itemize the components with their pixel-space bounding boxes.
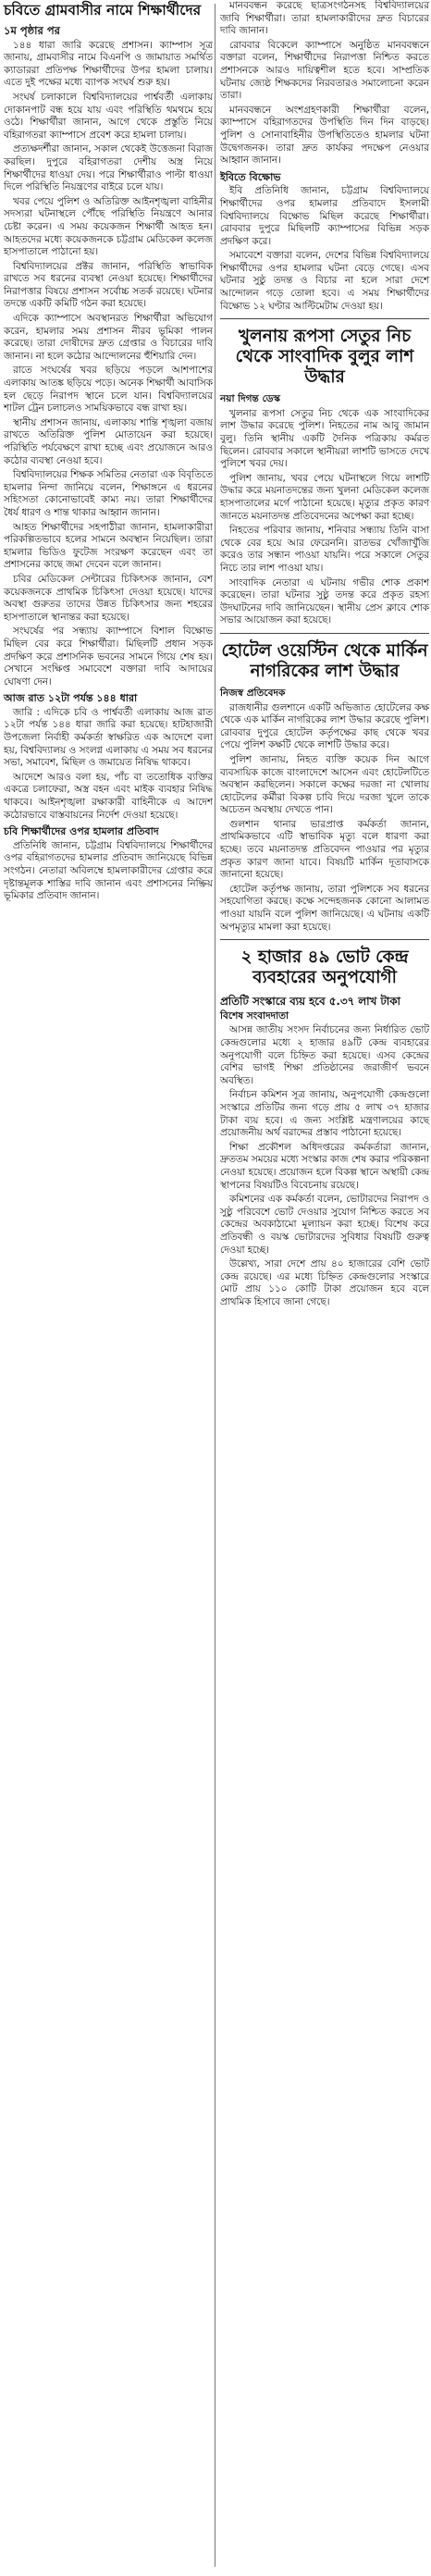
story4-body — [220, 1024, 429, 1308]
paragraph: হোটেল কর্তৃপক্ষ জানায়, তারা পুলিশকে সব ধরনের সহযোগিতা করছে। কক্ষে সন্দেহজনক কোনো আলামত পাওয়া যায়নি বলে পুলিশ জানিয়েছে। এ ঘটনায় একটি অপমৃত্যুর মামলা করা হয়েছে। — [220, 883, 429, 933]
story1-continuation: ১ম পৃষ্ঠার পর — [4, 24, 60, 37]
paragraph: গুলশান থানার ভারপ্রাপ্ত কর্মকর্তা জানান, প্রাথমিকভাবে এটি স্বাভাবিক মৃত্যু বলে ধারণা করা হচ্ছে। তবে ময়নাতদন্ত প্রতিবেদন পাওয়ার পর মৃত্যুর প্রকৃত কারণ জানা যাবে। বিষয়টি মার্কিন দূতাবাসকে জানানো হয়েছে। — [220, 818, 429, 881]
paragraph: শিক্ষা প্রকৌশল অধিদপ্তরের কর্মকর্তারা জানান, দ্রুততম সময়ের মধ্যে সংস্কার কাজ শেষ করার পরিকল্পনা নেওয়া হয়েছে। প্রয়োজন হলে বিকল্প স্থানে অস্থায়ী কেন্দ্র স্থাপনের বিষয়টিও বিবেচনায় রয়েছে। — [220, 1141, 429, 1191]
paragraph: স্থানীয় প্রশাসন জানায়, এলাকায় শান্তি শৃঙ্খলা বজায় রাখতে অতিরিক্ত পুলিশ মোতায়েন করা হয়েছে। পরিস্থিতি পর্যবেক্ষণে রাখা হচ্ছে এবং প্রয়োজনে আরও কঠোর ব্যবস্থা নেওয়া হবে। — [4, 416, 213, 466]
story2-body — [220, 408, 429, 627]
paragraph: সংঘর্ষের পর সন্ধ্যায় ক্যাম্পাসে বিশাল বিক্ষোভ মিছিল বের করে শিক্ষার্থীরা। মিছিলটি প্রধান সড়ক প্রদক্ষিণ করে প্রশাসনিক ভবনের সামনে গিয়ে শেষ হয়। সেখানে সংক্ষিপ্ত সমাবেশে বক্তারা দাবি আদায়ের ঘোষণা দেন। — [4, 625, 213, 687]
paragraph: প্রতিনিধি জানান, চট্টগ্রাম বিশ্ববিদ্যালয়ে শিক্ষার্থীদের ওপর বহিরাগতদের হামলার প্রতিবাদ জানিয়েছে বিভিন্ন সংগঠন। নেতারা অবিলম্বে হামলাকারীদের গ্রেপ্তার করে দৃষ্টান্তমূলক শাস্তির দাবি জানান এবং প্রশাসনের নিষ্ক্রিয় ভূমিকার প্রতিবাদ জানান। — [4, 839, 213, 902]
section-heading: আজ রাত ১২টা পর্যন্ত ১৪৪ ধারা — [4, 692, 138, 705]
story2-headline: খুলনায় রূপসা সেতুর নিচ থেকে সাংবাদিক বুলুর লাশ উদ্ধার — [235, 327, 414, 388]
story2-byline: নয়া দিগন্ত ডেস্ক — [220, 393, 280, 405]
paragraph: বিশ্ববিদ্যালয়ের শিক্ষক সমিতির নেতারা এক বিবৃতিতে হামলার নিন্দা জানিয়ে বলেন, শিক্ষাঙ্গনে এ ধরনের সহিংসতা কোনোভাবেই কাম্য নয়। তারা শিক্ষার্থীদের ধৈর্য ধারণ ও শান্ত থাকার আহ্বান জানান। — [4, 469, 213, 518]
story1-body — [4, 40, 213, 689]
city-heading: ইবিতে বিক্ষোভ — [220, 170, 281, 183]
story-separator — [220, 633, 429, 634]
section-body — [4, 707, 213, 822]
paragraph: রাজধানীর গুলশানে একটি অভিজাত হোটেলের কক্ষ থেকে এক মার্কিন নাগরিকের লাশ উদ্ধার করেছে পুলিশ। রোববার দুপুরে হোটেল কর্তৃপক্ষের কাছ থেকে খবর পেয়ে পুলিশ কক্ষটি থেকে লাশটি উদ্ধার করে। — [220, 701, 429, 751]
paragraph: খবর পেয়ে পুলিশ ও অতিরিক্ত আইনশৃঙ্খলা বাহিনীর সদস্যরা ঘটনাস্থলে পৌঁছে পরিস্থিতি নিয়ন্ত্রণে আনার চেষ্টা করেন। এ সময় কয়েকজন শিক্ষার্থী আহত হন। আহতদের মধ্যে কয়েকজনকে চট্টগ্রাম মেডিকেল কলেজ হাসপাতালে পাঠানো হয়। — [4, 195, 213, 258]
paragraph: কমিশনের এক কর্মকর্তা বলেন, ভোটারদের নিরাপদ ও সুষ্ঠু পরিবেশে ভোট দেওয়ার সুযোগ নিশ্চিত করতে সব কেন্দ্রের অবকাঠামো মূল্যায়ন করা হচ্ছে। বিশেষ করে প্রতিবন্ধী ও বয়স্ক ভোটারদের সুবিধার বিষয়টি গুরুত্ব দেওয়া হচ্ছে। — [220, 1194, 429, 1256]
paragraph: নিহতের পরিবার জানায়, শনিবার সন্ধ্যায় তিনি বাসা থেকে বের হয়ে আর ফেরেননি। রাতভর খোঁজাখুঁজি করেও তার সন্ধান পাওয়া যায়নি। পরে সকালে সেতুর নিচে তার লাশ পাওয়া যায়। — [220, 525, 429, 574]
story3-body — [220, 702, 429, 935]
story4-byline: বিশেষ সংবাদদাতা — [220, 1009, 289, 1022]
paragraph: এদিকে ক্যাম্পাসে অবস্থানরত শিক্ষার্থীরা অভিযোগ করেন, হামলার সময় প্রশাসন নীরব ভূমিকা পালন করেছে। তারা দোষীদের দ্রুত গ্রেপ্তার ও বিচারের দাবি জানান। না হলে কঠোর আন্দোলনের হুঁশিয়ারি দেন। — [4, 313, 213, 362]
paragraph: পুলিশ জানায়, নিহত ব্যক্তি কয়েক দিন আগে ব্যবসায়িক কাজে বাংলাদেশে আসেন এবং হোটেলটিতে অবস্থান করছিলেন। সকালে কক্ষের দরজা না খোলায় হোটেলের কর্মীরা বিকল্প চাবি দিয়ে দরজা খুলে তাকে অচেতন অবস্থায় দেখতে পান। — [220, 753, 429, 816]
paragraph: সাংবাদিক নেতারা এ ঘটনায় গভীর শোক প্রকাশ করেছেন। তারা ঘটনার সুষ্ঠু তদন্ত করে প্রকৃত রহস্য উদঘাটনের দাবি জানিয়েছেন। স্থানীয় প্রেস ক্লাবে শোক সভার আয়োজন করা হয়েছে। — [220, 576, 429, 626]
paragraph: চবির মেডিকেল সেন্টারের চিকিৎসক জানান, বেশ কয়েকজনকে প্রাথমিক চিকিৎসা দেওয়া হয়েছে। যাদের অবস্থা গুরুতর তাদের উন্নত চিকিৎসার জন্য শহরের হাসপাতালে স্থানান্তর করা হয়েছে। — [4, 573, 213, 623]
paragraph: রোববার বিকেলে ক্যাম্পাসে অনুষ্ঠিত মানববন্ধনে বক্তারা বলেন, শিক্ষার্থীদের নিরাপত্তা নিশ্চিত করতে প্রশাসনকে আরও দায়িত্বশীল হতে হবে। সাম্প্রতিক ঘটনায় জ্যেষ্ঠ শিক্ষকদের নিরবতারও সমালোচনা করেন তারা। — [220, 39, 429, 102]
paragraph: আহত শিক্ষার্থীদের সহপাঠীরা জানান, হামলাকারীরা পরিকল্পিতভাবে হলের সামনে অবস্থান নিয়েছিল। তারা হামলার ভিডিও ফুটেজ সংরক্ষণ করেছেন এবং তা প্রশাসনের কাছে জমা দেবেন বলে জানান। — [4, 521, 213, 571]
paragraph: আসন্ন জাতীয় সংসদ নির্বাচনের জন্য নির্ধারিত ভোট কেন্দ্রগুলোর মধ্যে ২ হাজার ৪৯টি কেন্দ্র ব্যবহারের অনুপযোগী বলে চিহ্নিত করা হয়েছে। এসব কেন্দ্রের বেশির ভাগই শিক্ষা প্রতিষ্ঠানের জরাজীর্ণ ভবনে অবস্থিত। — [220, 1024, 429, 1086]
paragraph: মানববন্ধনে অংশগ্রহণকারী শিক্ষার্থীরা বলেন, ক্যাম্পাসে বহিরাগতদের উপস্থিতি দিন দিন বাড়ছে। পুলিশ ও সোনাবাহিনীর উপস্থিতিতেও হামলার ঘটনা উদ্বেগজনক। তারা দ্রুত কার্যকর পদক্ষেপ নেওয়ার আহ্বান জানান। — [220, 104, 429, 167]
paragraph: নির্বাচন কমিশন সূত্র জানায়, অনুপযোগী কেন্দ্রগুলো সংস্কারে প্রতিটির জন্য গড়ে প্রায় ৫ লাখ ৩৭ হাজার টাকা ব্যয় হবে। এ জন্য সংশ্লিষ্ট মন্ত্রণালয়ের কাছে প্রয়োজনীয় অর্থ বরাদ্দের প্রস্তাব পাঠানো হয়েছে। — [220, 1089, 429, 1139]
paragraph: পুলিশ জানায়, খবর পেয়ে ঘটনাস্থলে গিয়ে লাশটি উদ্ধার করে ময়নাতদন্তের জন্য খুলনা মেডিকেল কলেজ হাসপাতালের মর্গে পাঠানো হয়েছে। মৃত্যুর প্রকৃত কারণ জানতে ময়নাতদন্ত প্রতিবেদনের অপেক্ষা করা হচ্ছে। — [220, 472, 429, 522]
story3-headline: হোটেল ওয়েস্টিন থেকে মার্কিন নাগরিকের লাশ উদ্ধার — [221, 640, 428, 681]
story4-subhead: প্রতিটি সংস্কারে ব্যয় হবে ৫.৩৭ লাখ টাকা — [220, 995, 400, 1009]
story-separator — [220, 318, 429, 319]
paragraph: প্রত্যক্ষদর্শীরা জানান, সকাল থেকেই উত্তেজনা বিরাজ করছিল। দুপুরে বহিরাগতরা দেশীয় অস্ত্র নিয়ে শিক্ষার্থীদের ধাওয়া দেয়। পরে শিক্ষার্থীরাও পাল্টা ধাওয়া দিলে পরিস্থিতি নিয়ন্ত্রণের বাইরে চলে যায়। — [4, 143, 213, 193]
paragraph: সমাবেশে বক্তারা বলেন, দেশের বিভিন্ন বিশ্ববিদ্যালয়ে শিক্ষার্থীদের ওপর হামলার ঘটনা বেড়ে গেছে। এসব ঘটনার সুষ্ঠু তদন্ত ও বিচার না হলে সারা দেশে আন্দোলন গড়ে তোলা হবে। এ সময় শিক্ষার্থীদের বিক্ষোভ ১২ ঘণ্টার আল্টিমেটাম দেওয়া হয়। — [220, 250, 429, 312]
left-column — [4, 0, 213, 905]
paragraph: রাতে সংঘর্ষের খবর ছড়িয়ে পড়লে আশপাশের এলাকায় আতঙ্ক ছড়িয়ে পড়ে। অনেক শিক্ষার্থী আবাসিক হল ছেড়ে নিরাপদ স্থানে চলে যান। বিশ্ববিদ্যালয়ের শাটল ট্রেন চলাচলও সাময়িকভাবে বন্ধ রাখা হয়। — [4, 365, 213, 415]
story3-byline: নিজস্ব প্রতিবেদক — [220, 687, 286, 699]
story1-headline: চবিতে গ্রামবাসীর নামে শিক্ষার্থীদের — [4, 2, 202, 19]
paragraph: ইবি প্রতিনিধি জানান, চট্টগ্রাম বিশ্ববিদ্যালয়ে শিক্ষার্থীদের ওপর হামলার প্রতিবাদে ইসলামী বিশ্ববিদ্যালয়ে বিক্ষোভ মিছিল করেছে শিক্ষার্থীরা। রোববার দুপুরে মিছিলটি ক্যাম্পাসের বিভিন্ন সড়ক প্রদক্ষিণ করে। — [220, 185, 429, 247]
story4-headline: ২ হাজার ৪৯ ভোট কেন্দ্র ব্যবহারের অনুপযোগী — [240, 947, 409, 988]
story1-continued — [220, 0, 429, 167]
paragraph: উল্লেখ্য, সারা দেশে প্রায় ৪০ হাজারের বেশি ভোট কেন্দ্র রয়েছে। এর মধ্যে চিহ্নিত কেন্দ্রগুলোর সংস্কারে মোট প্রায় ১১০ কোটি টাকা প্রয়োজন হবে বলে প্রাথমিক হিসাবে জানা গেছে। — [220, 1258, 429, 1307]
paragraph: আদেশে আরও বলা হয়, পাঁচ বা ততোধিক ব্যক্তির একত্রে চলাফেরা, অস্ত্র বহন এবং মাইক ব্যবহার নিষিদ্ধ থাকবে। আইনশৃঙ্খলা রক্ষাকারী বাহিনীকে এ আদেশ কঠোরভাবে বাস্তবায়নের নির্দেশ দেওয়া হয়েছে। — [4, 771, 213, 821]
subsection-body — [4, 840, 213, 903]
paragraph: বিশ্ববিদ্যালয়ের প্রক্টর জানান, পরিস্থিতি স্বাভাবিক রাখতে সব ধরনের ব্যবস্থা নেওয়া হয়েছে। শিক্ষার্থীদের নিরাপত্তার বিষয়ে প্রশাসন সর্বোচ্চ সতর্ক রয়েছে। ঘটনার তদন্তে একটি কমিটি গঠন করা হয়েছে। — [4, 260, 213, 310]
paragraph: জারি : এদিকে চবি ও পার্শ্ববর্তী এলাকায় আজ রাত ১২টা পর্যন্ত ১৪৪ ধারা জারি করা হয়েছে। হাটহাজারী উপজেলা নির্বাহী কর্মকর্তা স্বাক্ষরিত এক আদেশে বলা হয়, বিশ্ববিদ্যালয় ও সংলগ্ন এলাকায় এ সময় সব ধরনের সভা, সমাবেশ, মিছিল ও জমায়েত নিষিদ্ধ থাকবে। — [4, 706, 213, 769]
column-divider — [215, 4, 216, 2567]
paragraph: মানববন্ধন করেছে ছাত্রসংগঠনসহ বিশ্ববিদ্যালয়ের জাবি শিক্ষার্থীরা। তারা হামলাকারীদের দ্রুত বিচারের দাবি জানান। — [220, 0, 429, 37]
right-column — [220, 0, 429, 1310]
story-separator — [220, 939, 429, 940]
paragraph: সংঘর্ষ চলাকালে বিশ্ববিদ্যালয়ের পার্শ্ববর্তী এলাকায় দোকানপাট বন্ধ হয়ে যায় এবং পরিস্থিতি থমথমে হয়ে ওঠে। শিক্ষার্থীরা জানান, আগে থেকে প্রস্তুতি নিয়ে বহিরাগতরা ক্যাম্পাসে প্রবেশ করে হামলা চালায়। — [4, 91, 213, 141]
subsection-heading: চবি শিক্ষার্থীদের ওপর হামলার প্রতিবাদ — [4, 825, 159, 838]
paragraph: খুলনার রূপসা সেতুর নিচ থেকে এক সাংবাদিকের লাশ উদ্ধার করেছে পুলিশ। নিহতের নাম আবু জামান বুলু। তিনি স্থানীয় একটি দৈনিক পত্রিকায় কর্মরত ছিলেন। রোববার সকালে স্থানীয়রা লাশটি ভাসতে দেখে পুলিশে খবর দেয়। — [220, 407, 429, 470]
paragraph: ১৪৪ ধারা জারি করেছে প্রশাসন। ক্যাম্পাস সূত্র জানায়, গ্রামবাসীর নামে বিএনপি ও জামায়াত সমর্থিত ক্যাডাররা প্রতিপক্ষ শিক্ষার্থীদের উপর হামলা চালায়। এতে দুই পক্ষের মধ্যে ব্যাপক সংঘর্ষ শুরু হয়। — [4, 39, 213, 89]
city-body — [220, 185, 429, 313]
